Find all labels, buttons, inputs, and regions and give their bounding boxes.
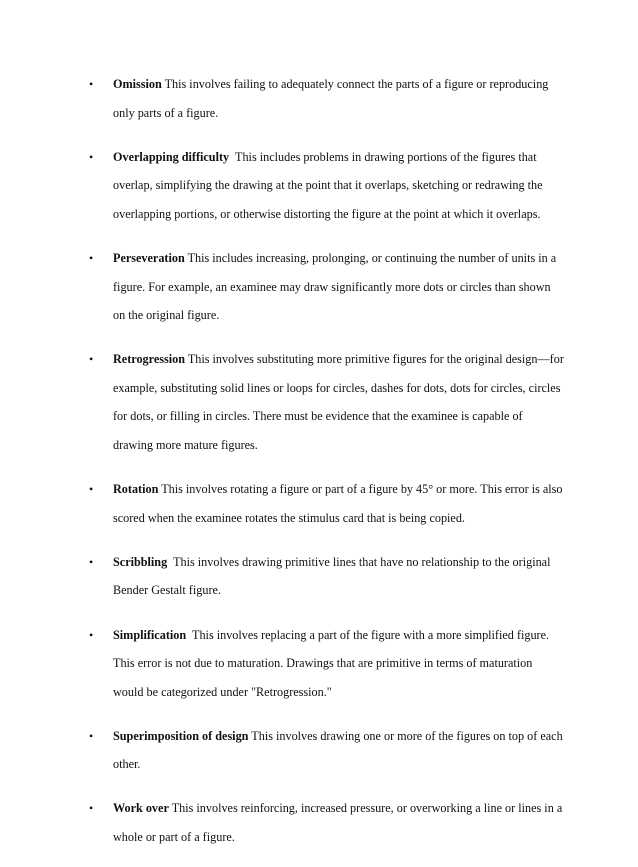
- list-item-superimposition-of-design: [86, 722, 564, 779]
- term-label: Superimposition of design: [113, 728, 249, 743]
- term-label: Overlapping difficulty: [113, 149, 230, 164]
- list-item-simplification: [86, 621, 564, 707]
- list-item-perseveration: [86, 244, 564, 330]
- term-label: Scribbling: [113, 554, 168, 569]
- bullet-icon: •: [89, 77, 94, 91]
- bullet-icon: •: [89, 482, 94, 497]
- list-item-omission: [86, 70, 564, 127]
- term-description: This involves drawing one or more of the figures on top of each other.: [113, 728, 563, 772]
- term-label: Rotation: [113, 482, 159, 497]
- term-label: Perseveration: [113, 250, 185, 265]
- term-label: Simplification: [113, 627, 187, 642]
- bullet-icon: •: [89, 250, 94, 265]
- list-item-retrogression: [86, 345, 564, 459]
- term-description: This includes problems in drawing portions of the figures that overlap, simplifying the drawing at the point that it overlaps, sketching or redrawing the overlapping portions, or otherwise distorting the figure at the point at which it overlaps.: [113, 149, 543, 221]
- bullet-icon: •: [89, 149, 94, 164]
- term-description: This involves rotating a figure or part of a figure by 45° or more. This error is also scored when the examinee rotates the stimulus card that is being copied.: [113, 482, 563, 525]
- term-description: This involves drawing primitive lines that have no relationship to the original Bender Gestalt figure.: [113, 554, 551, 598]
- bullet-icon: •: [89, 728, 94, 743]
- list-item-rotation: [86, 475, 564, 532]
- bullet-icon: •: [89, 554, 94, 569]
- term-label: Work over: [113, 801, 169, 816]
- list-item-work-over: [86, 794, 564, 851]
- term-description: This involves failing to adequately connect the parts of a figure or reproducing only parts of a figure.: [113, 77, 549, 120]
- term-label: Omission: [113, 77, 162, 91]
- term-description: This involves reinforcing, increased pressure, or overworking a line or lines in a whole or part of a figure.: [113, 801, 563, 845]
- bullet-icon: •: [89, 801, 94, 816]
- term-description: This involves substituting more primitive figures for the original design—for example, substituting solid lines or loops for circles, dashes for dots, dots for circles, circles for dots, or filling in circles. There must be evidence that the examinee is capable of drawing more mature figures.: [113, 352, 564, 453]
- bullet-icon: •: [89, 627, 94, 642]
- error-types-list: [86, 70, 564, 867]
- list-item-scribbling: [86, 548, 564, 605]
- term-description: This involves replacing a part of the figure with a more simplified figure. This error is not due to maturation. Drawings that are primitive in terms of maturation would be categorized under "Retrogression.": [113, 627, 550, 699]
- bullet-icon: •: [89, 352, 94, 367]
- term-label: Retrogression: [113, 352, 185, 367]
- term-description: This includes increasing, prolonging, or continuing the number of units in a figure. For example, an examinee may draw significantly more dots or circles than shown on the original figure.: [113, 250, 557, 323]
- list-item-overlapping-difficulty: [86, 143, 564, 229]
